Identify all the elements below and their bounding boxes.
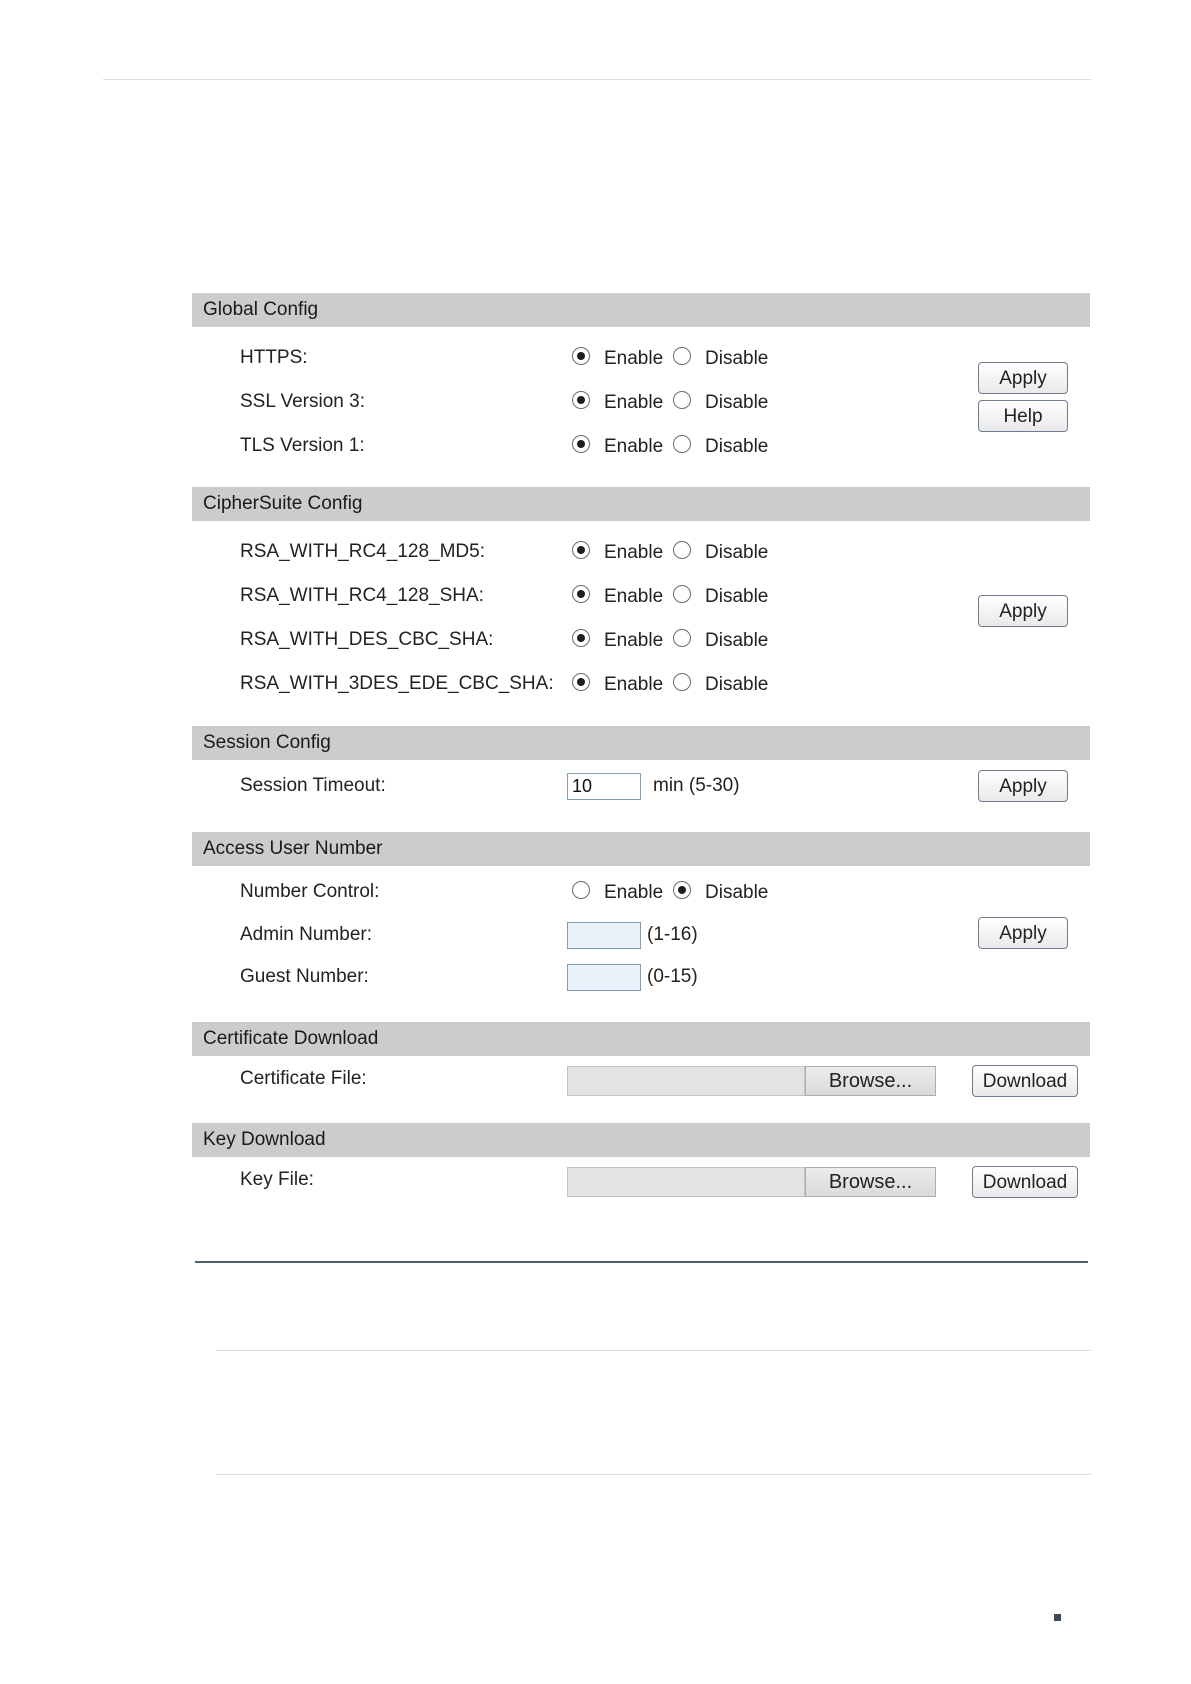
- certificate-file-label: Certificate File:: [240, 1068, 367, 1089]
- rsa-des-cbc-sha-disable-label: Disable: [705, 630, 769, 651]
- admin-number-hint: (1-16): [647, 924, 698, 945]
- number-control-enable-radio[interactable]: [572, 881, 590, 899]
- ssl-version-3-disable-radio[interactable]: [673, 391, 691, 409]
- figure-bottom-divider: [195, 1261, 1088, 1263]
- guest-number-hint: (0-15): [647, 966, 698, 987]
- ssl-version-3-label: SSL Version 3:: [240, 391, 365, 412]
- tls-version-1-enable-radio[interactable]: [572, 435, 590, 453]
- rsa-des-cbc-sha-label: RSA_WITH_DES_CBC_SHA:: [240, 629, 494, 650]
- ssl-version-3-enable-radio[interactable]: [572, 391, 590, 409]
- rsa-3des-ede-cbc-sha-label: RSA_WITH_3DES_EDE_CBC_SHA:: [240, 673, 554, 694]
- session-timeout-hint: min (5-30): [653, 775, 740, 796]
- ciphersuite-config-header: CipherSuite Config: [192, 487, 1090, 521]
- ciphersuite-config-apply-button[interactable]: Apply: [978, 595, 1068, 627]
- table-top-divider: [216, 1350, 1091, 1351]
- rsa-rc4-128-md5-disable-label: Disable: [705, 542, 769, 563]
- rsa-3des-ede-cbc-sha-disable-label: Disable: [705, 674, 769, 695]
- rsa-rc4-128-sha-label: RSA_WITH_RC4_128_SHA:: [240, 585, 484, 606]
- admin-number-input[interactable]: [567, 922, 641, 949]
- https-disable-radio[interactable]: [673, 347, 691, 365]
- session-timeout-label: Session Timeout:: [240, 775, 386, 796]
- certificate-browse-button[interactable]: Browse...: [805, 1066, 936, 1096]
- https-enable-radio[interactable]: [572, 347, 590, 365]
- rsa-3des-ede-cbc-sha-enable-label: Enable: [604, 674, 664, 695]
- page-marker: [1054, 1614, 1061, 1621]
- global-config-help-button[interactable]: Help: [978, 400, 1068, 432]
- top-divider: [103, 79, 1091, 80]
- rsa-des-cbc-sha-enable-label: Enable: [604, 630, 664, 651]
- key-file-path-field[interactable]: [567, 1167, 805, 1197]
- guest-number-label: Guest Number:: [240, 966, 369, 987]
- rsa-rc4-128-md5-label: RSA_WITH_RC4_128_MD5:: [240, 541, 485, 562]
- rsa-des-cbc-sha-disable-radio[interactable]: [673, 629, 691, 647]
- rsa-des-cbc-sha-enable-radio[interactable]: [572, 629, 590, 647]
- session-config-apply-button[interactable]: Apply: [978, 770, 1068, 802]
- https-label: HTTPS:: [240, 347, 308, 368]
- rsa-3des-ede-cbc-sha-enable-radio[interactable]: [572, 673, 590, 691]
- rsa-rc4-128-sha-disable-radio[interactable]: [673, 585, 691, 603]
- rsa-rc4-128-md5-disable-radio[interactable]: [673, 541, 691, 559]
- session-timeout-input[interactable]: [567, 773, 641, 800]
- admin-number-label: Admin Number:: [240, 924, 372, 945]
- certificate-download-header: Certificate Download: [192, 1022, 1090, 1056]
- global-config-section: [192, 293, 1090, 487]
- access-user-number-header: Access User Number: [192, 832, 1090, 866]
- certificate-download-section: [192, 1022, 1090, 1123]
- global-config-apply-button[interactable]: Apply: [978, 362, 1068, 394]
- global-config-header: Global Config: [192, 293, 1090, 327]
- ssl-version-3-disable-label: Disable: [705, 392, 769, 413]
- key-browse-button[interactable]: Browse...: [805, 1167, 936, 1197]
- number-control-disable-label: Disable: [705, 882, 769, 903]
- rsa-rc4-128-sha-enable-radio[interactable]: [572, 585, 590, 603]
- tls-version-1-label: TLS Version 1:: [240, 435, 365, 456]
- table-bottom-divider: [216, 1474, 1091, 1475]
- guest-number-input[interactable]: [567, 964, 641, 991]
- rsa-rc4-128-md5-enable-radio[interactable]: [572, 541, 590, 559]
- rsa-rc4-128-sha-disable-label: Disable: [705, 586, 769, 607]
- certificate-file-path-field[interactable]: [567, 1066, 805, 1096]
- access-user-number-apply-button[interactable]: Apply: [978, 917, 1068, 949]
- key-file-label: Key File:: [240, 1169, 314, 1190]
- key-download-button[interactable]: Download: [972, 1166, 1078, 1198]
- key-download-section: [192, 1123, 1090, 1198]
- number-control-label: Number Control:: [240, 881, 380, 902]
- tls-version-1-disable-radio[interactable]: [673, 435, 691, 453]
- session-config-section: [192, 726, 1090, 832]
- session-config-header: Session Config: [192, 726, 1090, 760]
- https-config-panel: [192, 293, 1090, 1198]
- number-control-disable-radio[interactable]: [673, 881, 691, 899]
- key-download-header: Key Download: [192, 1123, 1090, 1157]
- rsa-3des-ede-cbc-sha-disable-radio[interactable]: [673, 673, 691, 691]
- tls-version-1-enable-label: Enable: [604, 436, 664, 457]
- https-disable-label: Disable: [705, 348, 769, 369]
- number-control-enable-label: Enable: [604, 882, 664, 903]
- ciphersuite-config-section: [192, 487, 1090, 726]
- tls-version-1-disable-label: Disable: [705, 436, 769, 457]
- ssl-version-3-enable-label: Enable: [604, 392, 664, 413]
- rsa-rc4-128-sha-enable-label: Enable: [604, 586, 664, 607]
- access-user-number-section: [192, 832, 1090, 1022]
- https-enable-label: Enable: [604, 348, 664, 369]
- certificate-download-button[interactable]: Download: [972, 1065, 1078, 1097]
- rsa-rc4-128-md5-enable-label: Enable: [604, 542, 664, 563]
